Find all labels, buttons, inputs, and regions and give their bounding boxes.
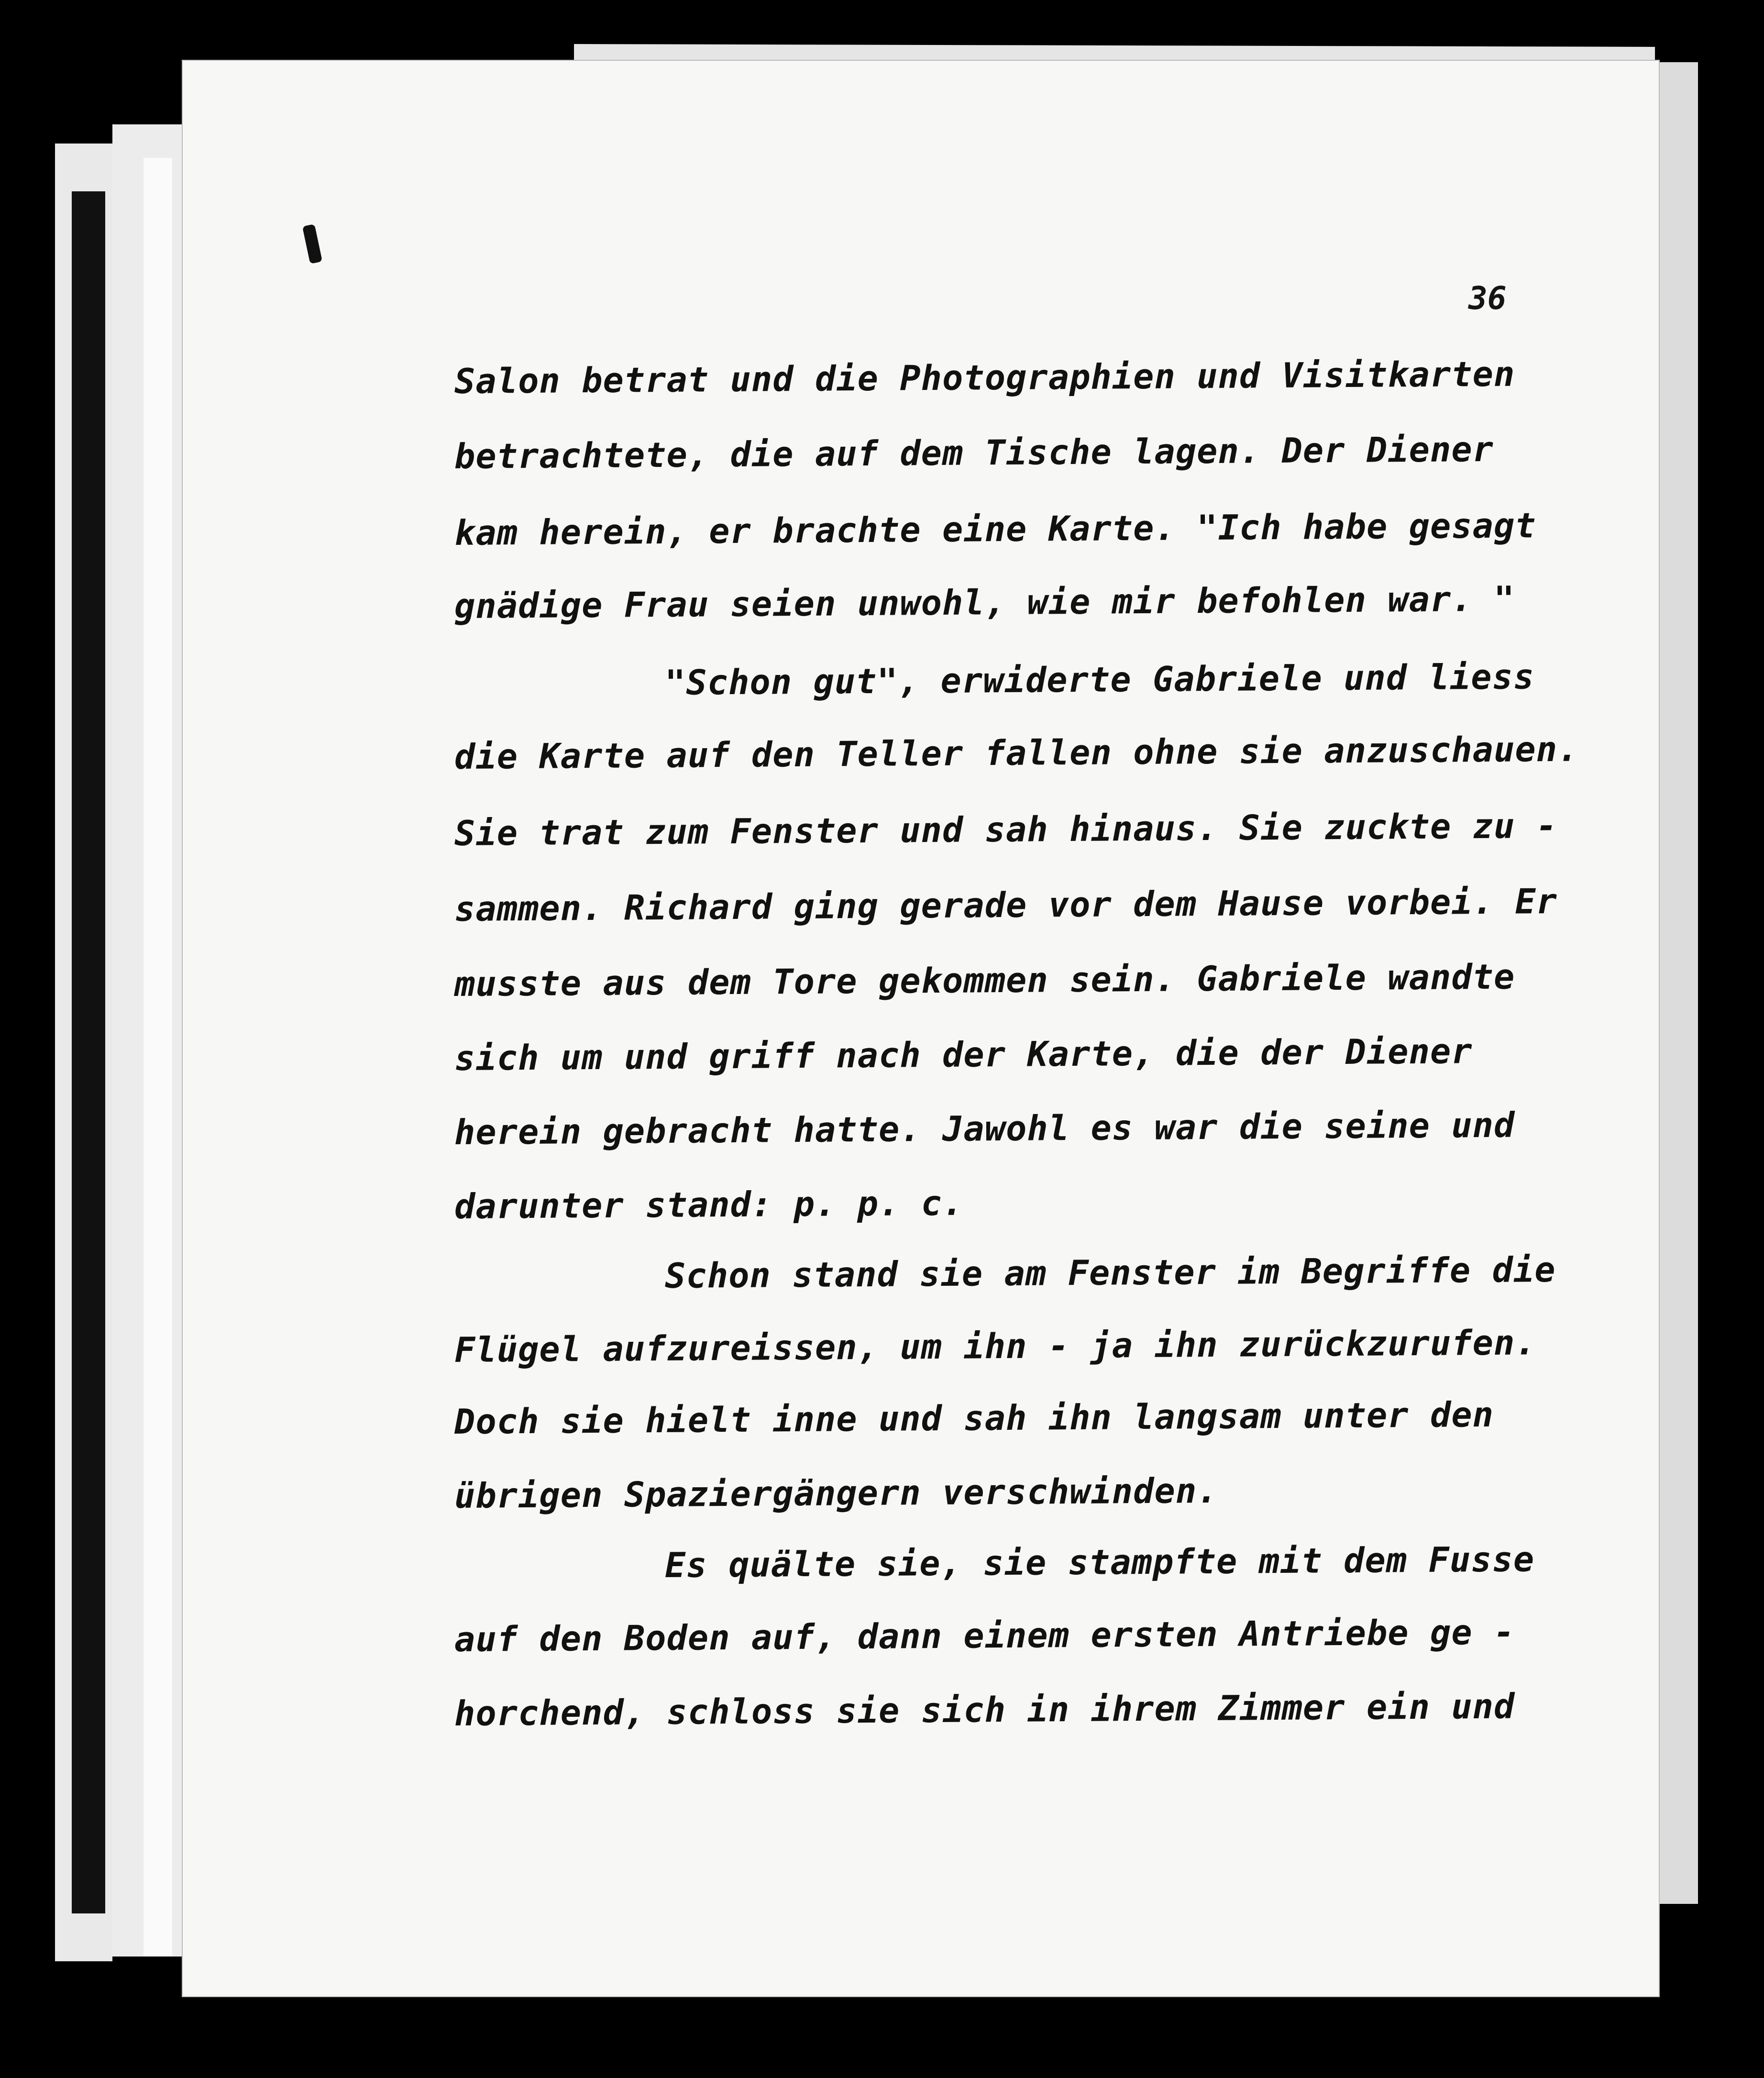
text-line: "Schon gut", erwiderte Gabriele und liess — [664, 656, 1535, 703]
text-line: übrigen Spaziergängern verschwinden. — [454, 1470, 1218, 1516]
text-line: musste aus dem Tore gekommen sein. Gabriele wandte — [454, 956, 1515, 1004]
text-line: betrachtete, die auf dem Tische lagen. Der Diener — [454, 429, 1494, 476]
text-line: sich um und griff nach der Karte, die der Diener — [454, 1031, 1473, 1078]
text-line: Salon betrat und die Photographien und Visitkarten — [454, 354, 1515, 401]
text-line: Doch sie hielt inne und sah ihn langsam unter den — [454, 1394, 1494, 1442]
text-line: Flügel aufzureissen, um ihn - ja ihn zurückzurufen. — [454, 1322, 1536, 1370]
text-line: gnädige Frau seien unwohl, wie mir befohlen war. " — [454, 578, 1515, 626]
text-line: Es quälte sie, sie stampfte mit dem Fusse — [664, 1539, 1535, 1585]
text-line: kam herein, er brachte eine Karte. "Ich habe gesagt — [454, 505, 1536, 553]
text-line: horchend, schloss sie sich in ihrem Zimmer ein und — [454, 1686, 1515, 1734]
back-page-edge-right — [1660, 62, 1698, 1904]
back-page-edge — [143, 158, 172, 1956]
page-number: 36 — [1468, 280, 1507, 317]
text-line: sammen. Richard ging gerade vor dem Hause vorbei. Er — [454, 881, 1558, 929]
text-line: darunter stand: p. p. c. — [454, 1183, 964, 1227]
text-line: die Karte auf den Teller fallen ohne sie anzuschauen. — [454, 729, 1579, 777]
text-line: herein gebracht hatte. Jawohl es war die seine und — [454, 1105, 1515, 1152]
text-line: Schon stand sie am Fenster im Begriffe die — [664, 1249, 1556, 1296]
binding-shadow — [72, 191, 105, 1913]
text-line: Sie trat zum Fenster und sah hinaus. Sie zuckte zu - — [454, 805, 1558, 853]
text-line: auf den Boden auf, dann einem ersten Antriebe ge - — [454, 1612, 1515, 1659]
